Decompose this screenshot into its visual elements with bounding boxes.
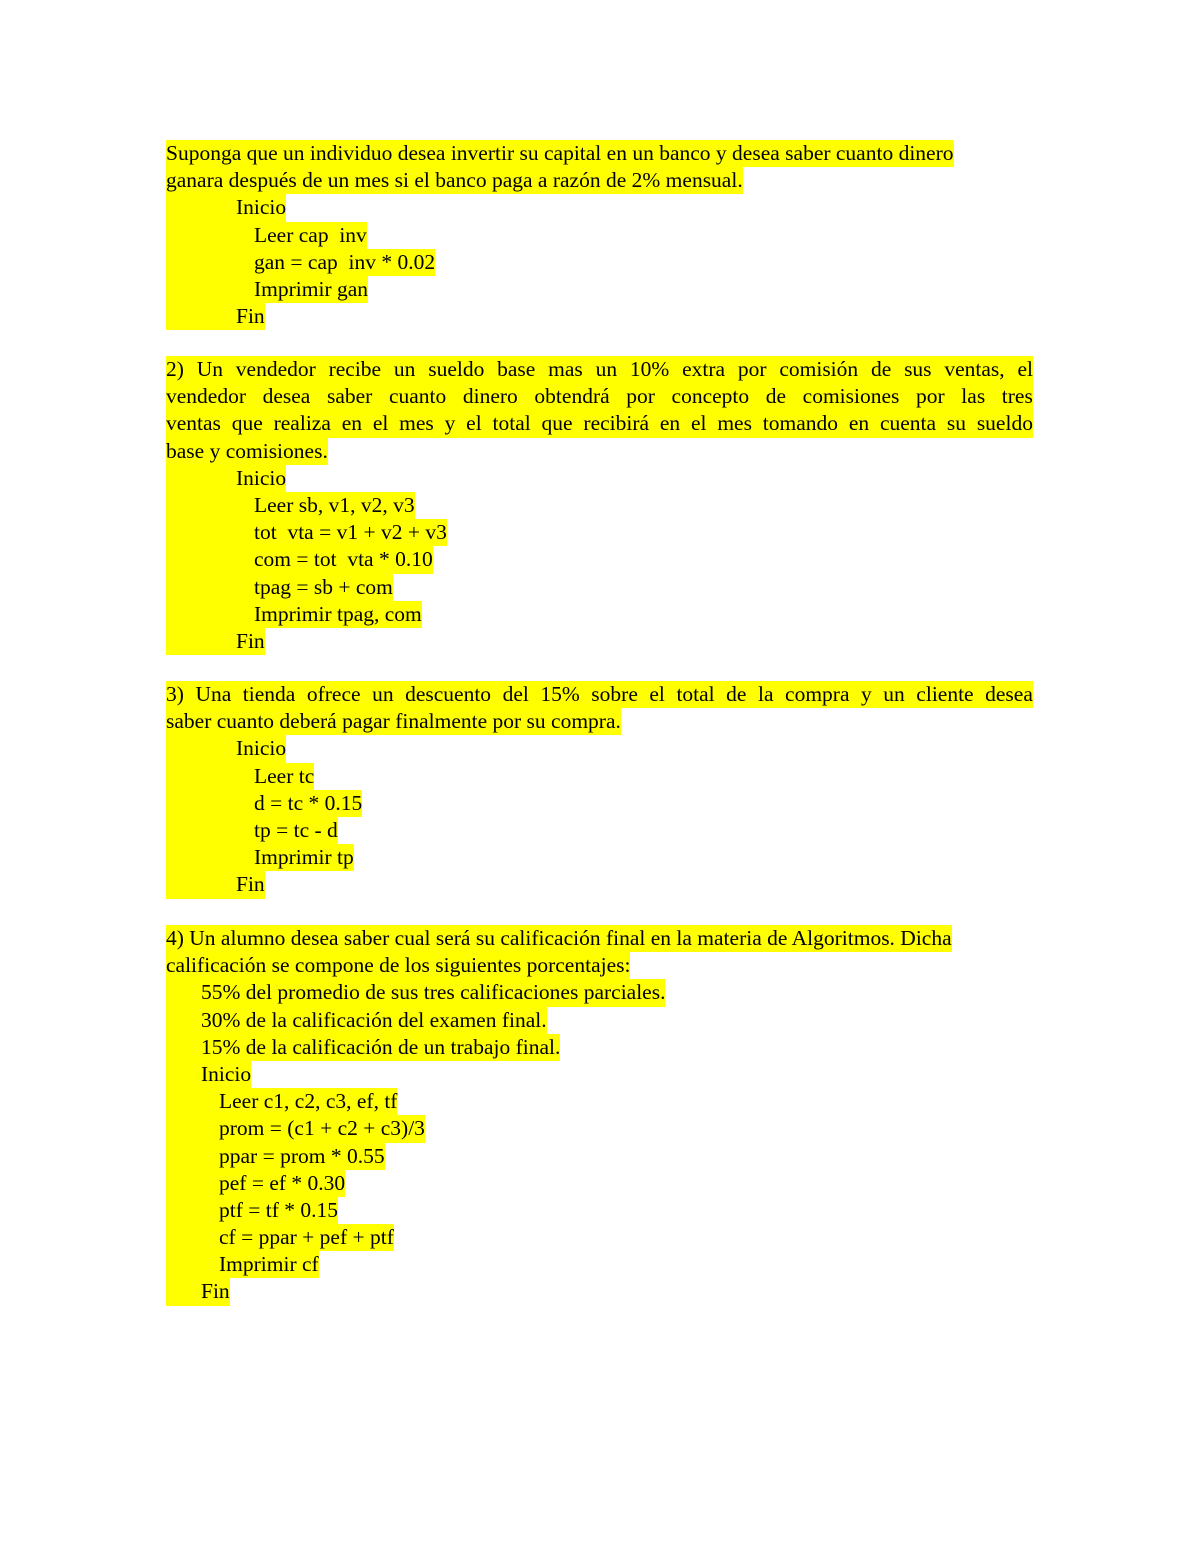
code-line: tp = tc - d [254,817,338,844]
word: un [595,357,618,381]
word: cuenta [879,411,937,436]
code-line: com = tot vta * 0.10 [254,546,433,573]
word: que [541,411,573,436]
word: un [393,357,416,381]
word: Un [196,357,223,381]
word: las [961,384,986,409]
code-line: tot vta = v1 + v2 + v3 [254,519,447,546]
word: sobre [591,682,638,706]
word: tomando [762,411,839,436]
word: el [466,411,482,436]
word: recibirá [583,411,650,436]
word: el [1017,357,1033,381]
word: ventas, [944,357,1005,381]
problem-2-statement-line [166,356,1033,383]
word: mes [717,411,752,436]
word: ofrece [306,682,361,706]
word: compra [785,682,850,706]
problem-4-statement-line: calificación se compone de los siguientes porcentajes: [166,952,630,979]
word: comisiones [802,384,900,409]
word: y [861,682,872,706]
problem-3-statement-line [166,681,1033,708]
word: cliente [916,682,974,706]
code-line: Inicio [201,1061,251,1088]
code-line: ptf = tf * 0.15 [219,1197,338,1224]
word: desea [985,682,1033,706]
word: un [372,682,394,706]
percentage-item: 15% de la calificación de un trabajo final. [201,1034,560,1061]
problem-3 [166,681,1033,899]
word: por [737,357,767,381]
problem-3-statement-line: saber cuanto deberá pagar finalmente por su compra. [166,708,621,735]
word: cuanto [388,384,447,409]
word: tres [1001,384,1033,409]
word: total [492,411,531,436]
code-line: Leer sb, v1, v2, v3 [254,492,415,519]
word: obtendrá [534,384,610,409]
problem-1-statement-line: ganara después de un mes si el banco paga a razón de 2% mensual. [166,167,743,194]
word: el [372,411,389,436]
word: el [690,411,707,436]
word: en [341,411,362,436]
percentage-item: 30% de la calificación del examen final. [201,1007,547,1034]
word: por [626,384,655,409]
problem-4-statement-line: 4) Un alumno desea saber cual será su calificación final en la materia de Algoritmos. Dicha [166,925,952,952]
percentage-item: 55% del promedio de sus tres calificaciones parciales. [201,979,665,1006]
word: total [676,682,715,706]
word: mes [399,411,434,436]
word: y [444,411,456,436]
code-line: Imprimir tpag, com [254,601,422,628]
code-line: Leer tc [254,763,314,790]
problem-2-statement-line [166,410,1033,437]
word: la [757,682,774,706]
code-line: prom = (c1 + c2 + c3)/3 [219,1115,425,1142]
code-line: gan = cap inv * 0.02 [254,249,435,276]
word: el [649,682,665,706]
code-line: Fin [236,303,265,330]
word: 15% [540,682,580,706]
word: de [870,357,892,381]
code-line: tpag = sb + com [254,574,393,601]
code-line: ppar = prom * 0.55 [219,1143,385,1170]
code-line: d = tc * 0.15 [254,790,362,817]
word: ventas [166,411,221,436]
word: un [883,682,905,706]
word: por [916,384,945,409]
word: recibe [328,357,382,381]
code-line: Inicio [236,465,286,492]
word: desea [262,384,311,409]
problem-2-statement-line: base y comisiones. [166,438,328,465]
word: descuento [405,682,492,706]
word: de [765,384,787,409]
word: en [659,411,681,436]
word: mas [548,357,583,381]
word: del [502,682,529,706]
word: 3) [166,682,184,706]
problem-4 [166,925,1033,1306]
word: base [497,357,536,381]
problem-2-statement-line [166,383,1033,410]
code-line: Imprimir tp [254,844,354,871]
word: realiza [273,411,331,436]
code-line: Fin [236,871,265,898]
code-line: Imprimir gan [254,276,368,303]
code-line: Fin [236,628,265,655]
word: Una [195,682,232,706]
word: dinero [462,384,518,409]
word: en [848,411,870,436]
word: concepto [671,384,750,409]
word: extra [682,357,726,381]
code-line: Leer c1, c2, c3, ef, tf [219,1088,397,1115]
problem-1-statement-line: Suponga que un individuo desea invertir su capital en un banco y desea saber cuanto dinero [166,140,954,167]
code-line: Inicio [236,735,286,762]
word: comisión [779,357,859,381]
word: sueldo [976,411,1033,436]
code-line: Inicio [236,194,286,221]
problem-2 [166,356,1033,655]
code-line: cf = ppar + pef + ptf [219,1224,394,1251]
word: 10% [629,357,670,381]
code-line: Leer cap inv [254,222,367,249]
word: 2) [166,357,184,381]
word: vendedor [166,384,246,409]
code-line: Imprimir cf [219,1251,319,1278]
code-line: Fin [201,1278,230,1305]
problem-1 [166,140,1033,330]
word: sueldo [428,357,485,381]
word: de [726,682,747,706]
code-line: pef = ef * 0.30 [219,1170,345,1197]
word: su [946,411,966,436]
word: saber [326,384,373,409]
word: tienda [242,682,296,706]
word: vendedor [235,357,316,381]
word: que [231,411,263,436]
word: sus [904,357,932,381]
